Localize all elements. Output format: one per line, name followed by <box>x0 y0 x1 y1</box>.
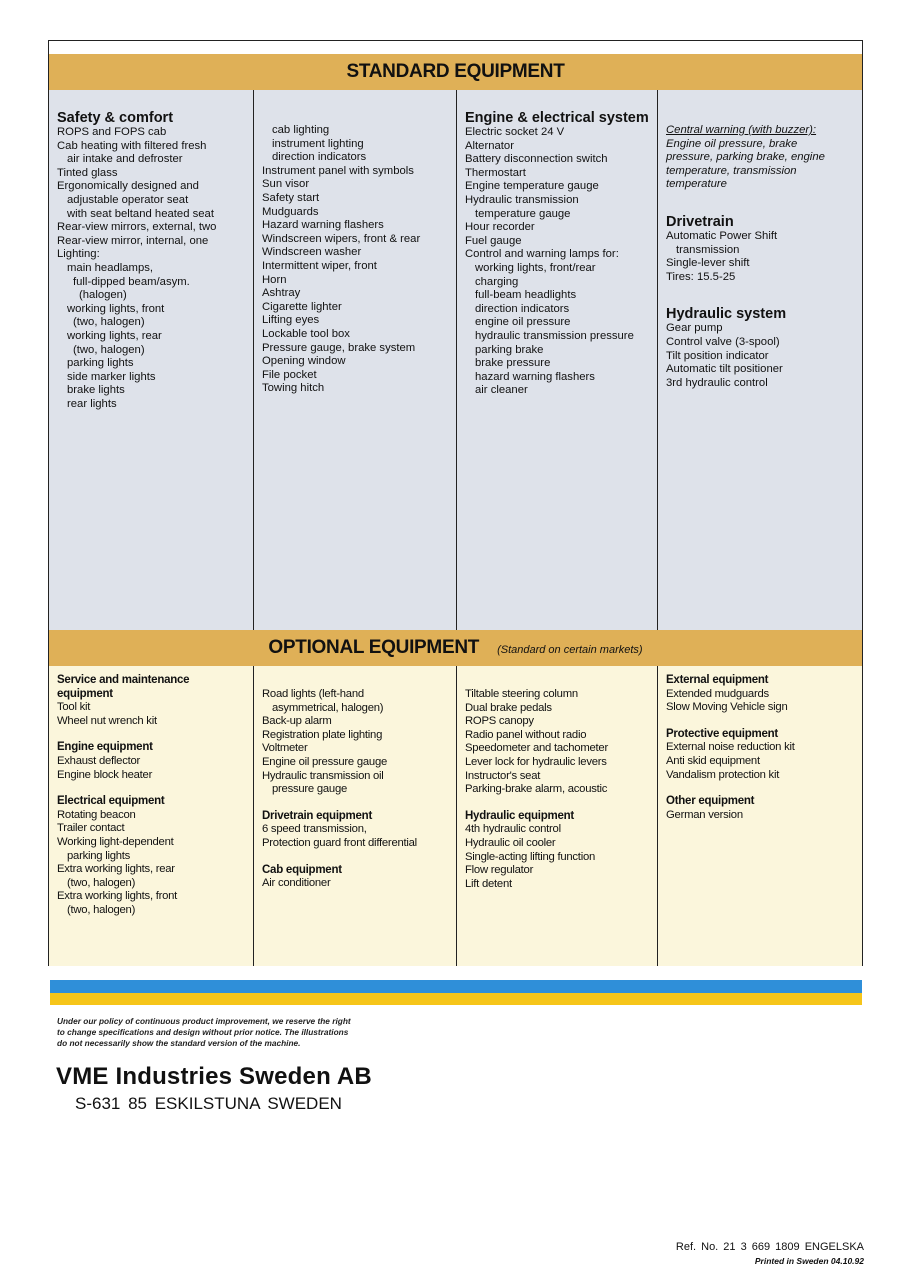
optional-equipment-body <box>49 666 862 966</box>
equipment-item: Mudguards <box>262 205 319 218</box>
equipment-item: Instrument panel with symbols <box>262 164 414 177</box>
equipment-item: Lockable tool box <box>262 327 350 340</box>
equipment-item: air cleaner <box>475 384 528 397</box>
equipment-item: Electric socket 24 V <box>465 126 565 138</box>
section-heading: Engine & electrical system <box>465 110 649 126</box>
equipment-item: Wheel nut wrench kit <box>57 714 157 727</box>
equipment-item: Ergonomically designed and <box>57 180 199 193</box>
equipment-item: Registration plate lighting <box>262 728 383 741</box>
equipment-item: charging <box>475 275 519 288</box>
equipment-item: Hydraulic transmission oil <box>262 769 384 782</box>
equipment-item: Working light-dependent <box>57 835 174 848</box>
equipment-item: parking brake <box>475 343 544 356</box>
equipment-item: Horn <box>262 273 287 286</box>
section-heading: Hydraulic equipment <box>465 809 574 822</box>
equipment-item: Intermittent wiper, front <box>262 259 377 272</box>
section-heading: Hydraulic system <box>666 306 787 323</box>
equipment-item: Air conditioner <box>262 877 331 890</box>
equipment-section <box>666 306 856 390</box>
equipment-item: Hydraulic transmission <box>465 193 579 206</box>
equipment-item: Gear pump <box>666 322 723 335</box>
equipment-item: Rear-view mirror, internal, one <box>57 234 209 247</box>
equipment-item: Extra working lights, rear <box>57 863 175 876</box>
disclaimer <box>57 1016 351 1049</box>
equipment-item: ROPS canopy <box>465 715 534 728</box>
section-heading: Service and maintenance equipment <box>57 674 190 700</box>
standard-column <box>658 90 862 630</box>
equipment-item: hazard warning flashers <box>475 370 595 383</box>
equipment-item: instrument lighting <box>272 137 364 150</box>
standard-column <box>254 90 457 630</box>
equipment-section <box>465 110 651 398</box>
equipment-item: (halogen) <box>79 289 127 302</box>
equipment-item: Lever lock for hydraulic levers <box>465 755 607 768</box>
optional-equipment-subtitle: (Standard on certain markets) <box>497 644 643 656</box>
equipment-item: Alternator <box>465 139 514 152</box>
equipment-item: 3rd hydraulic control <box>666 376 768 389</box>
equipment-item: 4th hydraulic control <box>465 823 561 836</box>
equipment-item: External noise reduction kit <box>666 741 795 754</box>
blue-stripe <box>50 980 862 993</box>
equipment-section <box>465 810 651 892</box>
equipment-item: Rear-view mirrors, external, two <box>57 221 217 234</box>
standard-column <box>457 90 658 630</box>
disclaimer-line: to change specifications and design without prior notice. The illustrations <box>57 1027 349 1037</box>
equipment-item: Voltmeter <box>262 742 308 755</box>
equipment-item: Parking-brake alarm, acoustic <box>465 783 608 796</box>
equipment-item: asymmetrical, halogen) <box>272 701 384 714</box>
standard-equipment-header <box>49 54 862 90</box>
disclaimer-line: Under our policy of continuous product improvement, we reserve the right <box>57 1016 351 1026</box>
equipment-item: main headlamps, <box>67 261 154 274</box>
section-heading: Protective equipment <box>666 727 778 740</box>
reference-number: Ref. No. 21 3 669 1809 ENGELSKA <box>675 1241 864 1253</box>
equipment-item: rear lights <box>67 397 117 410</box>
section-heading: Safety & comfort <box>57 110 174 126</box>
equipment-item: Engine oil pressure, brake <box>666 137 798 150</box>
equipment-item: pressure, parking brake, engine <box>666 151 825 164</box>
equipment-item: Exhaust deflector <box>57 754 141 767</box>
equipment-section <box>666 674 856 715</box>
equipment-item: direction indicators <box>272 151 367 164</box>
equipment-item: direction indicators <box>475 302 570 315</box>
equipment-item: working lights, rear <box>67 329 162 342</box>
section-heading: External equipment <box>666 674 769 686</box>
equipment-item: Engine block heater <box>57 768 153 781</box>
equipment-item: Control and warning lamps for: <box>465 248 619 261</box>
equipment-item: Engine temperature gauge <box>465 180 599 193</box>
equipment-item: Opening window <box>262 355 346 368</box>
standard-equipment-body <box>49 90 862 630</box>
equipment-item: Engine oil pressure gauge <box>262 755 388 768</box>
optional-column <box>457 666 658 966</box>
equipment-item: (two, halogen) <box>73 316 145 329</box>
section-heading: Other equipment <box>666 795 755 808</box>
equipment-section <box>262 864 450 891</box>
company-name: VME Industries Sweden AB <box>56 1063 372 1090</box>
equipment-table <box>48 40 863 966</box>
section-heading: Electrical equipment <box>57 795 165 808</box>
equipment-item: parking lights <box>67 357 134 370</box>
equipment-item: Fuel gauge <box>465 234 522 247</box>
equipment-item: File pocket <box>262 368 317 381</box>
equipment-item: Rotating beacon <box>57 808 136 821</box>
equipment-item: Flow regulator <box>465 864 534 877</box>
equipment-item: Anti skid equipment <box>666 754 760 767</box>
equipment-section <box>57 741 247 782</box>
section-caption: Central warning (with buzzer): <box>666 124 817 136</box>
section-heading: Cab equipment <box>262 863 342 876</box>
equipment-item: hydraulic transmission pressure <box>475 329 634 342</box>
equipment-item: Tilt position indicator <box>666 349 769 362</box>
equipment-section <box>666 124 856 192</box>
equipment-item: working lights, front <box>67 302 165 315</box>
equipment-item: working lights, front/rear <box>475 261 596 274</box>
equipment-item: cab lighting <box>272 124 330 136</box>
equipment-section <box>465 688 651 797</box>
equipment-item: Thermostart <box>465 166 526 179</box>
equipment-item: Safety start <box>262 191 320 204</box>
equipment-item: transmission <box>676 243 740 256</box>
equipment-item: Instructor's seat <box>465 769 541 782</box>
equipment-item: Automatic Power Shift <box>666 229 778 242</box>
standard-equipment-title: STANDARD EQUIPMENT <box>346 61 565 82</box>
equipment-item: temperature, transmission <box>666 164 797 177</box>
equipment-item: Pressure gauge, brake system <box>262 341 416 354</box>
equipment-item: Tires: 15.5-25 <box>666 270 736 283</box>
printed-info: Printed in Sweden 04.10.92 <box>754 1256 864 1266</box>
equipment-item: temperature gauge <box>475 207 571 220</box>
equipment-item: Lift detent <box>465 877 512 890</box>
equipment-item: pressure gauge <box>272 783 348 796</box>
equipment-section <box>57 110 247 411</box>
equipment-item: Extra working lights, front <box>57 890 178 903</box>
equipment-section <box>262 124 450 396</box>
equipment-item: full-dipped beam/asym. <box>73 275 190 288</box>
yellow-stripe <box>50 993 862 1005</box>
optional-equipment-title: OPTIONAL EQUIPMENT <box>268 637 480 658</box>
equipment-item: (two, halogen) <box>67 903 136 916</box>
equipment-item: Towing hitch <box>262 382 325 395</box>
equipment-item: Slow Moving Vehicle sign <box>666 701 788 714</box>
equipment-item: brake pressure <box>475 357 551 370</box>
optional-column <box>49 666 254 966</box>
company-address: S-631 85 ESKILSTUNA SWEDEN <box>75 1094 342 1113</box>
equipment-item: ROPS and FOPS cab <box>57 126 167 138</box>
equipment-section <box>666 728 856 782</box>
equipment-item: German version <box>666 808 743 821</box>
equipment-item: full-beam headlights <box>475 289 577 302</box>
equipment-item: Single-lever shift <box>666 257 750 270</box>
equipment-item: Protection guard front differential <box>262 836 417 849</box>
equipment-item: Windscreen washer <box>262 246 362 259</box>
equipment-section <box>57 674 247 728</box>
equipment-item: Trailer contact <box>57 822 125 835</box>
section-heading: Drivetrain <box>666 213 734 230</box>
equipment-item: brake lights <box>67 384 125 397</box>
equipment-section <box>57 795 247 917</box>
equipment-item: Tiltable steering column <box>465 688 578 700</box>
equipment-item: (two, halogen) <box>67 876 136 889</box>
disclaimer-line: do not necessarily show the standard version of the machine. <box>57 1038 301 1048</box>
equipment-item: Hazard warning flashers <box>262 219 384 232</box>
equipment-section <box>666 795 856 822</box>
equipment-item: adjustable operator seat <box>67 193 189 206</box>
equipment-item: Single-acting lifting function <box>465 850 596 863</box>
equipment-item: Tool kit <box>57 701 91 714</box>
equipment-section <box>262 810 450 851</box>
equipment-item: Tinted glass <box>57 166 118 179</box>
equipment-item: Road lights (left-hand <box>262 688 364 700</box>
equipment-item: parking lights <box>67 849 131 862</box>
equipment-item: Automatic tilt positioner <box>666 363 783 376</box>
equipment-item: temperature <box>666 178 727 191</box>
standard-column <box>49 90 254 630</box>
equipment-item: Battery disconnection switch <box>465 153 608 166</box>
section-heading: Drivetrain equipment <box>262 809 373 822</box>
equipment-item: (two, halogen) <box>73 343 145 356</box>
equipment-section <box>262 688 450 797</box>
equipment-item: Lighting: <box>57 248 100 261</box>
equipment-item: Speedometer and tachometer <box>465 742 608 755</box>
optional-column <box>254 666 457 966</box>
equipment-item: Lifting eyes <box>262 314 320 327</box>
equipment-section <box>666 214 856 284</box>
equipment-item: Back-up alarm <box>262 715 332 728</box>
equipment-item: Vandalism protection kit <box>666 768 780 781</box>
equipment-item: side marker lights <box>67 370 156 383</box>
section-heading: Engine equipment <box>57 741 153 754</box>
equipment-item: 6 speed transmission, <box>262 823 367 836</box>
equipment-item: air intake and defroster <box>67 153 183 166</box>
equipment-item: Hydraulic oil cooler <box>465 836 556 849</box>
equipment-item: Cigarette lighter <box>262 300 342 313</box>
equipment-item: engine oil pressure <box>475 316 571 329</box>
equipment-item: Radio panel without radio <box>465 728 587 741</box>
equipment-item: with seat beltand heated seat <box>67 207 214 220</box>
equipment-item: Extended mudguards <box>666 687 769 700</box>
optional-equipment-header <box>49 630 862 666</box>
optional-column <box>658 666 862 966</box>
equipment-item: Control valve (3-spool) <box>666 335 780 348</box>
equipment-item: Ashtray <box>262 287 301 300</box>
equipment-item: Dual brake pedals <box>465 701 552 714</box>
equipment-item: Sun visor <box>262 178 310 191</box>
equipment-item: Cab heating with filtered fresh <box>57 139 207 152</box>
equipment-item: Windscreen wipers, front & rear <box>262 232 421 245</box>
equipment-item: Hour recorder <box>465 221 535 234</box>
